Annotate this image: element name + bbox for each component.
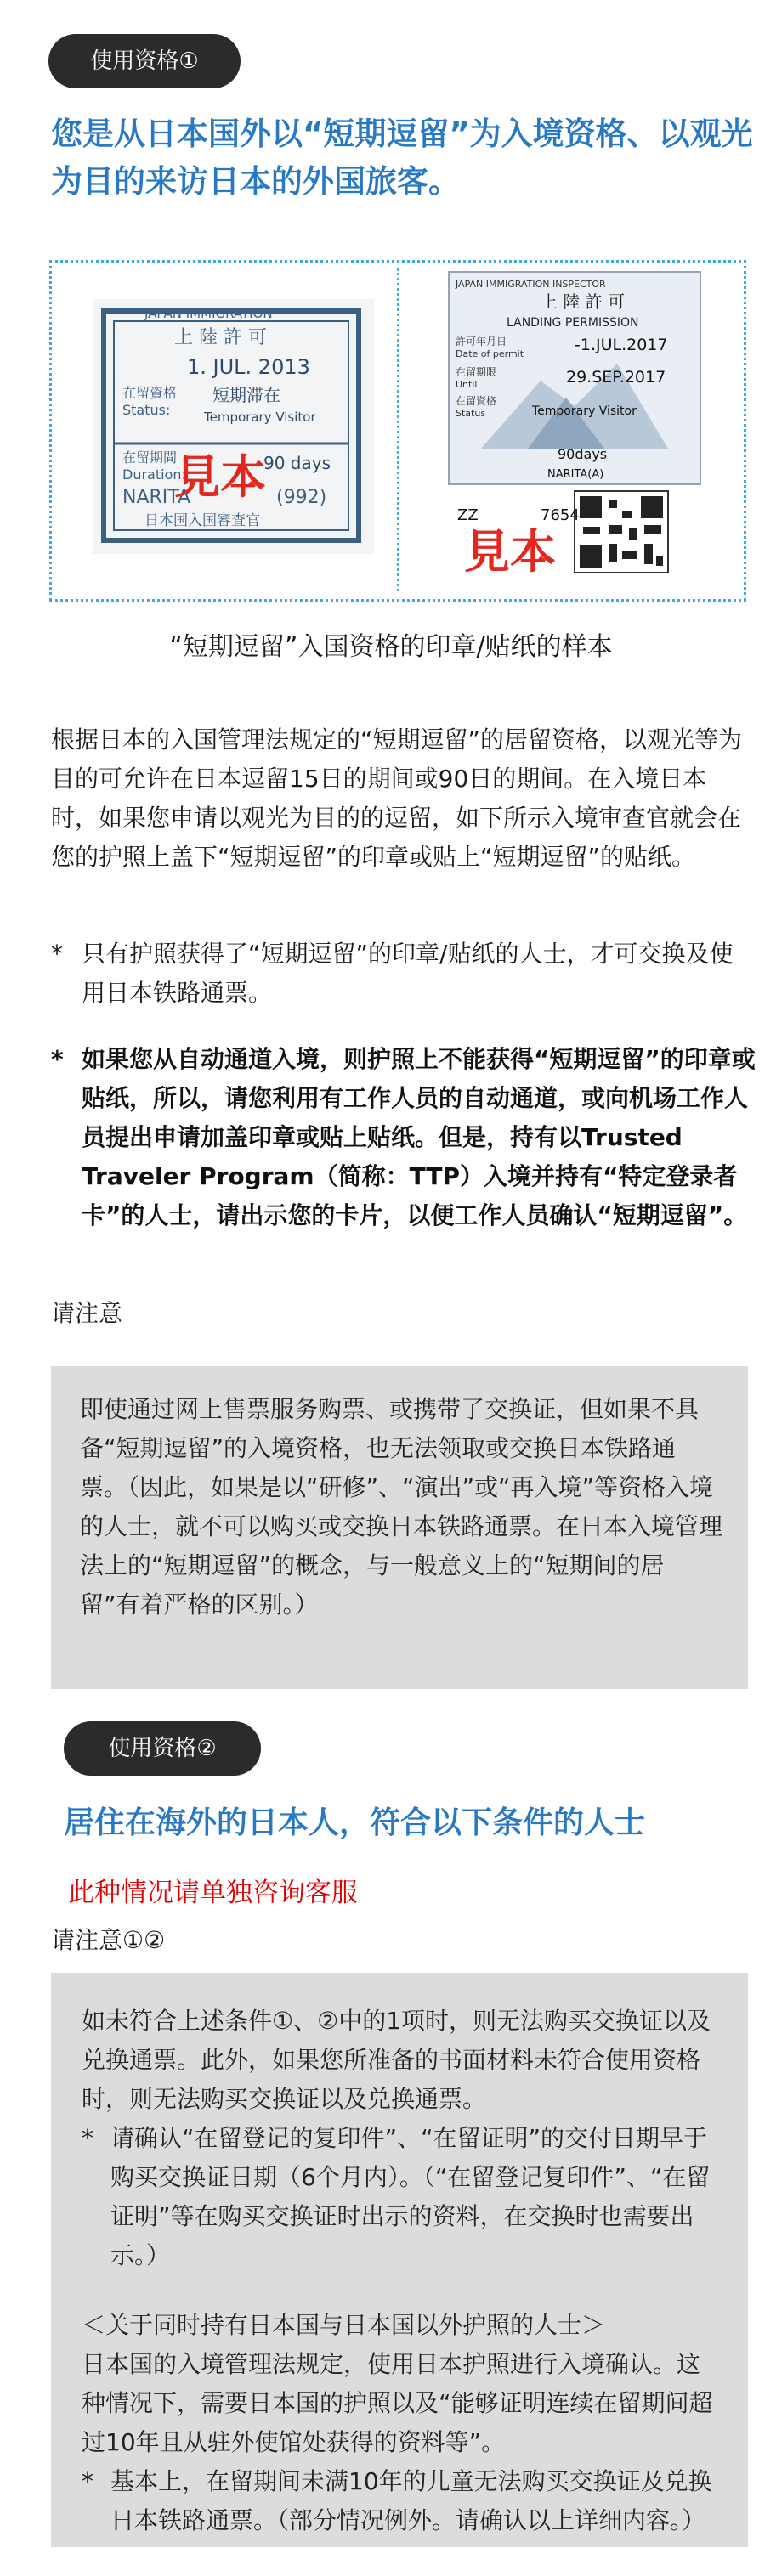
stamp-left-line-0: JAPAN IMMIGRATION <box>144 306 273 321</box>
stamp-sample-caption: “短期逗留”入国资格的印章/贴纸的样本 <box>169 632 613 662</box>
stamp-left-line-7: 在留期間 <box>122 449 178 466</box>
note-asterisk: * <box>82 2467 94 2495</box>
stamp-left-line-2: 1. JUL. 2013 <box>187 355 310 379</box>
stamp-left-watermark: 見本 <box>174 450 266 504</box>
stamp-left-line-1: 上 陸 許 可 <box>174 327 267 348</box>
dual-passport-title: ＜关于同时持有日本国与日本国以外护照的人士＞ <box>82 2311 606 2339</box>
stamp-left-line-4: Status: <box>122 402 171 418</box>
eligibility-2-badge: 使用资格② <box>64 1721 261 1776</box>
notice-box-2-note-1 <box>82 2119 722 2275</box>
eligibility-1-headline: 您是从日本国外以“短期逗留”为入境资格、以观光为目的来访日本的外国旅客。 <box>51 116 753 200</box>
notice-box-2-note-2 <box>82 2462 722 2540</box>
note-asterisk: * <box>51 940 63 968</box>
sticker-line-5: -1.JUL.2017 <box>575 336 668 354</box>
sticker-line-3: 許可年月日 <box>456 336 507 347</box>
stamp-left-line-3: 在留資格 <box>122 385 178 401</box>
short-stay-explanation: 根据日本的入国管理法规定的“短期逗留”的居留资格，以观光等为目的可允许在日本逗留15日的期间或90日的期间。在入境日本时，如果您申请以观光为目的的逗留，如下所示入境审查官就会在您的护照上盖下“短期逗留”的印章或贴上“短期逗留”的贴纸。 <box>51 726 743 871</box>
note-short-stay-stamp <box>51 935 756 1013</box>
eligibility-1-badge: 使用资格① <box>48 34 241 88</box>
notice-box-2-paragraph-1: 如未符合上述条件①、②中的1项时，则无法购买交换证以及兑换通票。此外，如果您所准备的书面材料未符合使用资格时，则无法购买交换证以及兑换通票。 <box>82 2007 711 2113</box>
contact-support-note: 此种情况请单独咨询客服 <box>68 1878 358 1908</box>
stamp-sample-divider <box>397 268 400 591</box>
notice-box-2-note-2-text: 基本上，在留期间未满10年的儿童无法购买交换证及兑换日本铁路通票。（部分情况例外。请确认以上详细内容。） <box>110 2467 712 2534</box>
note-asterisk: * <box>51 1045 64 1073</box>
notice-label-2: 请注意①② <box>51 1926 166 1954</box>
sticker-watermark: 見本 <box>464 525 556 576</box>
sticker-line-2: LANDING PERMISSION <box>507 316 639 330</box>
stamp-left-line-5: 短期滞在 <box>212 385 280 405</box>
eligibility-2-headline: 居住在海外的日本人，符合以下条件的人士 <box>64 1805 646 1840</box>
sticker-line-13: NARITA(A) <box>547 468 604 481</box>
sticker-line-12: 90days <box>558 446 608 462</box>
sticker-line-15: 7654 <box>541 506 580 524</box>
stamp-left-line-10: NARITA <box>122 487 191 508</box>
stamp-left-line-6: Temporary Visitor <box>204 410 316 425</box>
stamp-left-line-12: 日本国入国審査官 <box>144 512 260 529</box>
notice-box-2-note-1-text: 请确认“在留登记的复印件”、“在留证明”的交付日期早于购买交换证日期（6个月内）。（“在留登记复印件”、“在留证明”等在购买交换证时出示的资料，在交换时也需要出示。） <box>110 2124 711 2269</box>
notice-box-text: 即使通过网上售票服务购票、或携带了交换证，但如果不具备“短期逗留”的入境资格，也无法领取或交换日本铁路通票。（因此，如果是以“研修”、“演出”或“再入境”等资格入境的人士，就不可以购买或交换日本铁路通票。在日本入境管理法上的“短期逗留”的概念，与一般意义上的“短期间的居留”有着严格的区别。） <box>80 1395 723 1618</box>
sticker-line-8: 29.SEP.2017 <box>566 368 666 387</box>
note-short-stay-stamp-text: 只有护照获得了“短期逗留”的印章/贴纸的人士，才可交换及使用日本铁路通票。 <box>82 940 734 1007</box>
sticker-line-9: 在留資格 <box>456 395 497 407</box>
sticker-line-0: JAPAN IMMIGRATION INSPECTOR <box>456 279 606 290</box>
notice-box <box>51 1366 748 1689</box>
stamp-left-line-8: Duration: <box>122 466 186 483</box>
note-automated-gates-text: 如果您从自动通道入境，则护照上不能获得“短期逗留”的印章或贴纸，所以，请您利用有工作人员的自动通道，或向机场工作人员提出申请加盖印章或贴上贴纸。但是，持有以Trusted Traveler Program（简称：TTP）入境并持有“特定登录者卡”的人士，请出示您的卡片，以便工作人员确认“短期逗留”。 <box>82 1045 756 1229</box>
sticker-line-1: 上 陸 許 可 <box>541 291 626 312</box>
immigration-stamp-sample <box>94 299 374 554</box>
note-asterisk: * <box>82 2124 94 2152</box>
sticker-line-6: 在留期限 <box>456 366 497 378</box>
stamp-left-line-9: 90 days <box>264 453 332 473</box>
sticker-line-14: ZZ <box>457 506 479 524</box>
sticker-line-4: Date of permit <box>456 348 524 359</box>
note-automated-gates <box>51 1040 756 1235</box>
sticker-line-10: Status <box>456 408 486 419</box>
dual-passport-paragraph: 日本国的入境管理法规定，使用日本护照进行入境确认。这种情况下，需要日本国的护照以及“能够证明连续在留期间超过10年且从驻外使馆处获得的资料等”。 <box>82 2350 713 2456</box>
sticker-line-11: Temporary Visitor <box>532 404 637 418</box>
stamp-left-line-11: (992) <box>276 487 327 508</box>
sticker-line-7: Until <box>456 379 478 390</box>
notice-box-2 <box>51 1973 748 2547</box>
landing-permission-sticker-sample <box>447 270 702 576</box>
notice-label: 请注意 <box>51 1299 123 1327</box>
